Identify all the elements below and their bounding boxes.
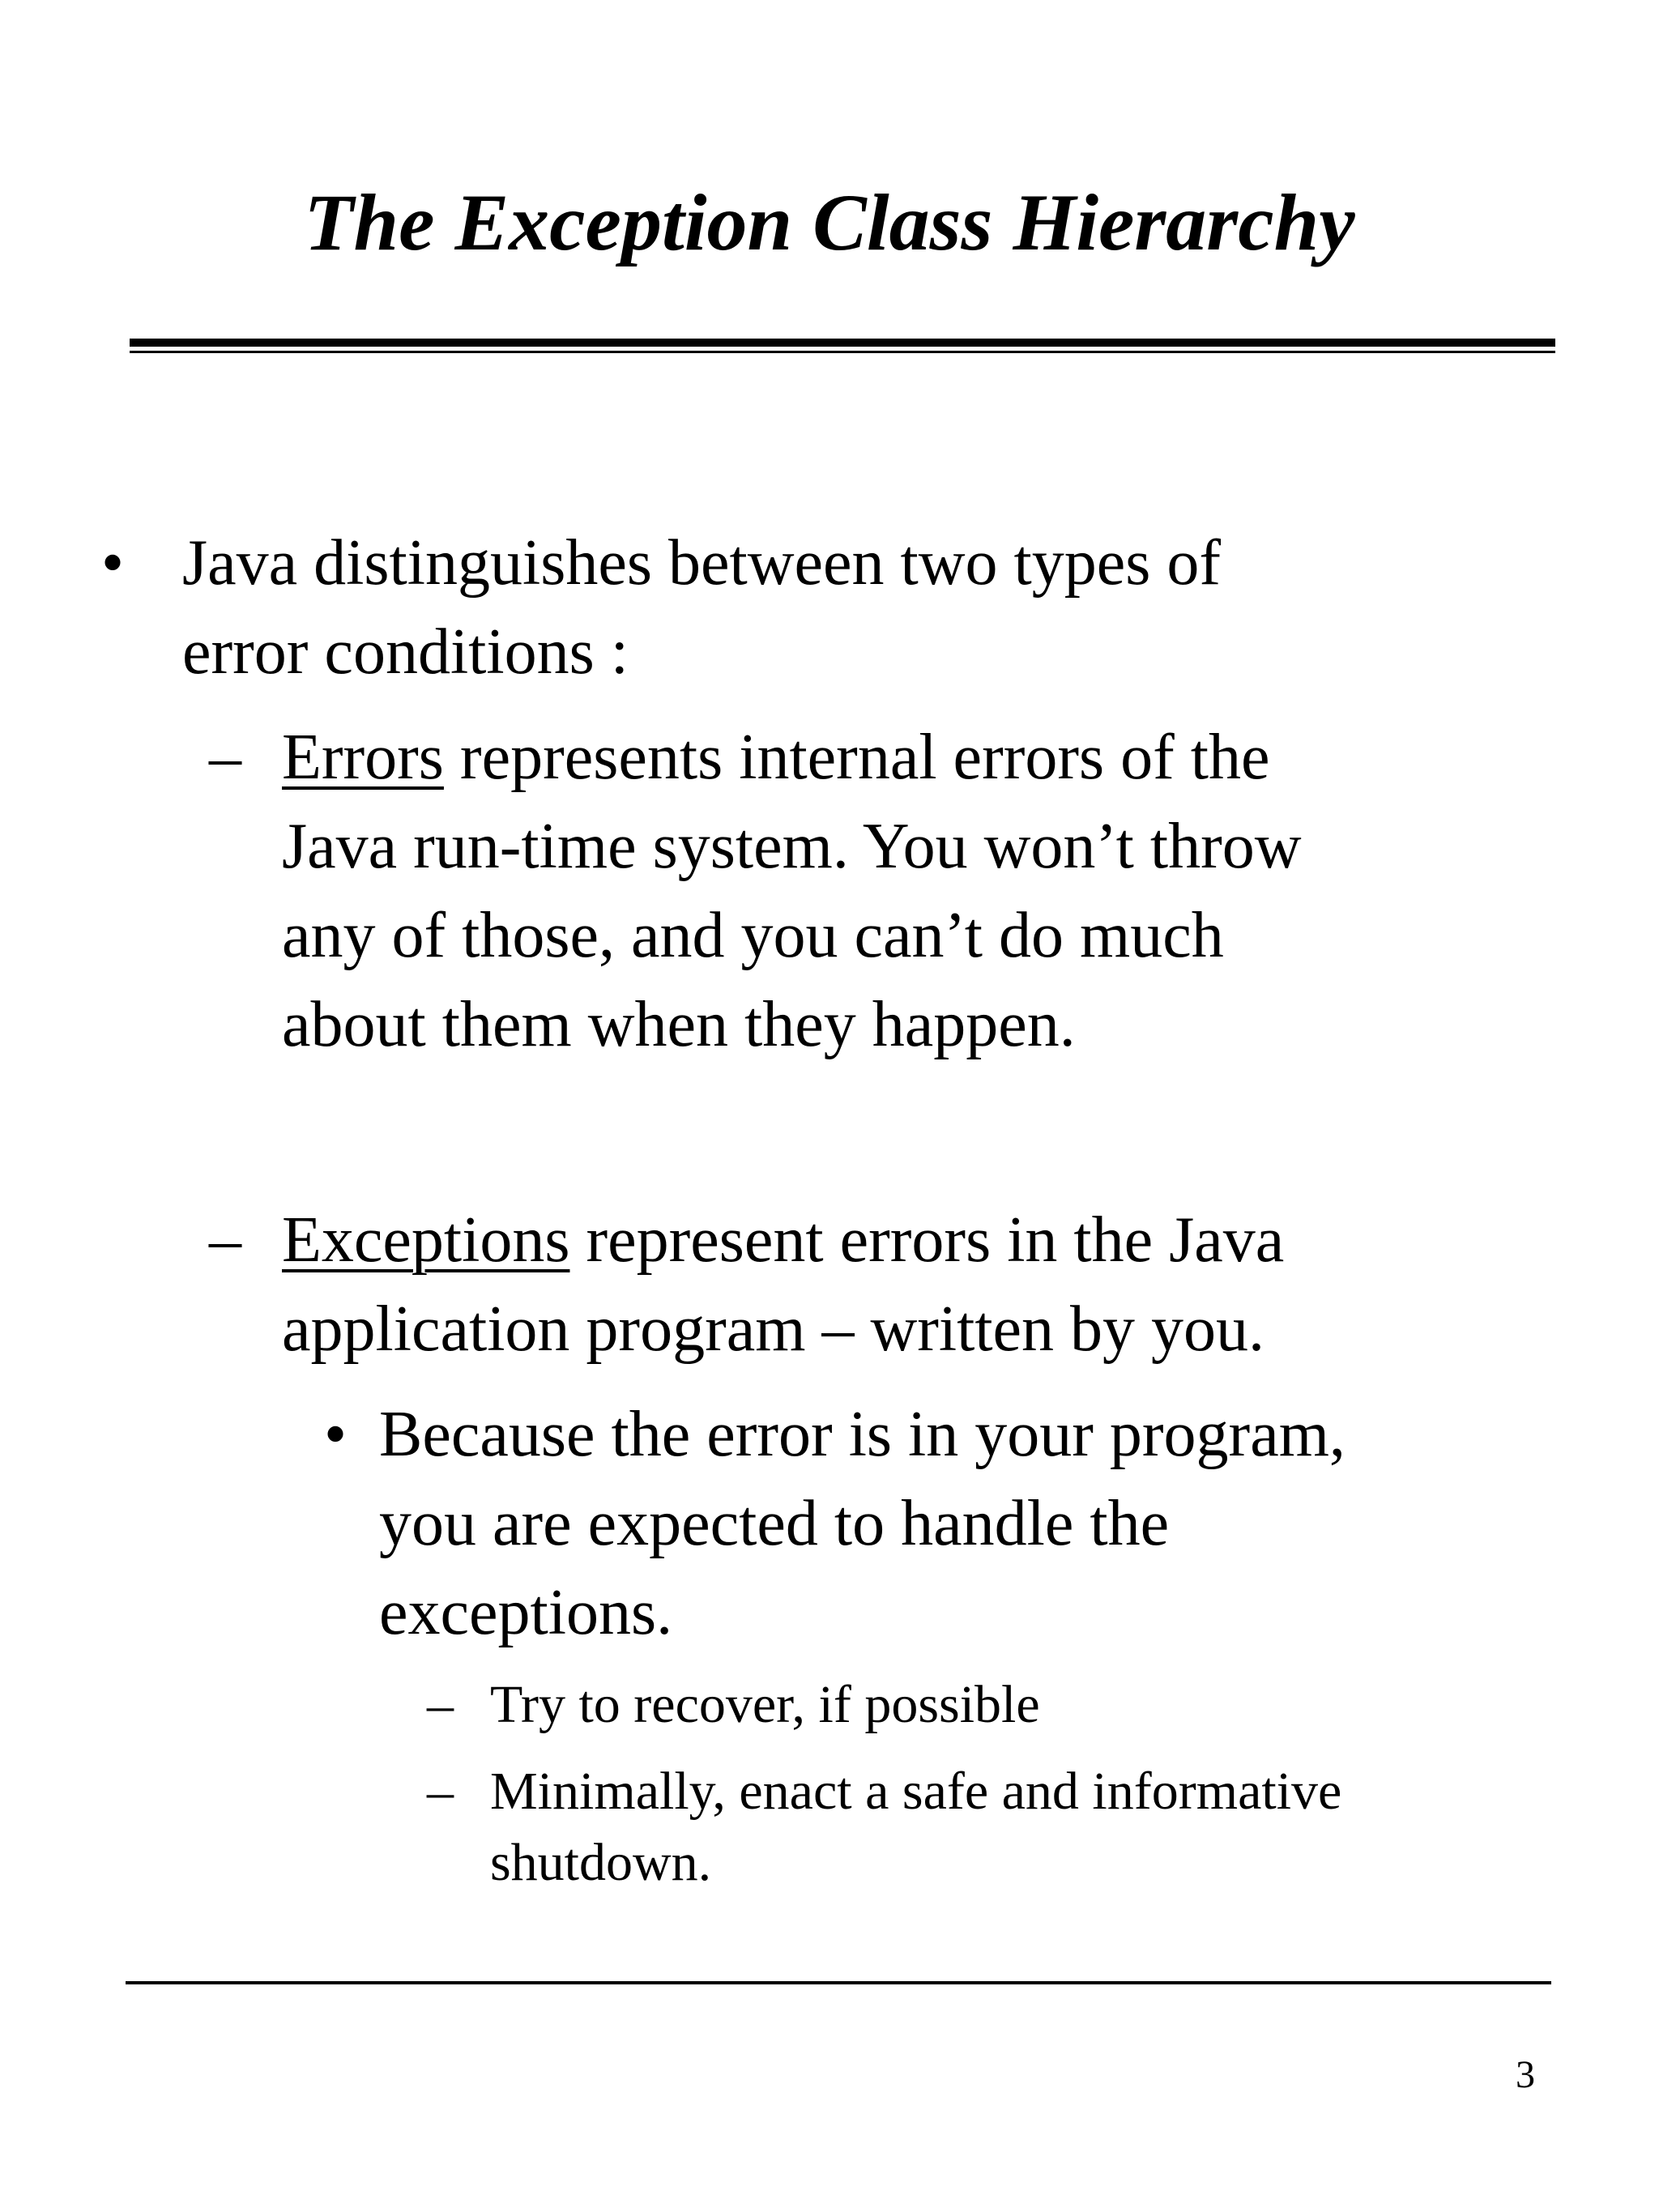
subitem-errors [209,713,1302,1069]
subitem-shutdown [427,1756,1342,1899]
subitem-exceptions [209,1196,1285,1374]
dash-marker: – [209,1204,241,1276]
exceptions-term: Exceptions [282,1204,570,1276]
dash-marker: – [427,1762,454,1821]
slide-title: The Exception Class Hierarchy [304,177,1355,267]
errors-term: Errors [282,722,444,793]
dash-marker: – [427,1675,454,1734]
dash-marker: – [209,722,241,793]
title-rule-thin [130,351,1555,353]
shutdown-line-2: shutdown. [490,1833,712,1892]
bullet-java-error-types [101,518,1221,697]
recover-line-1: Try to recover, if possible [490,1675,1040,1734]
subitem-recover [427,1669,1040,1741]
errors-line-1-rest: represents internal errors of the [443,722,1270,793]
title-rule-thick [130,339,1555,347]
exceptions-line-1-rest: represent errors in the Java [569,1204,1285,1276]
exceptions-line-2: application program – written by you. [282,1294,1265,1365]
handling-line-2: you are expected to handle the [379,1488,1170,1559]
bullet-line-1: Java distinguishes between two types of [182,527,1221,599]
page-number: 3 [1516,2053,1535,2096]
handling-line-3: exceptions. [379,1577,673,1648]
shutdown-line-1: Minimally, enact a safe and informative [490,1762,1342,1821]
bullet-handle-exceptions [324,1390,1346,1657]
handling-line-1: Because the error is in your program, [379,1399,1346,1470]
bullet-line-2: error conditions : [182,616,629,688]
errors-line-4: about them when they happen. [282,989,1076,1060]
bullet-marker: • [324,1399,348,1470]
bullet-marker: • [101,527,125,599]
errors-line-3: any of those, and you can’t do much [282,900,1224,971]
footer-rule [126,1981,1551,1984]
exceptions-line-1 [282,1196,1284,1285]
errors-line-2: Java run-time system. You won’t throw [282,811,1302,882]
errors-line-1 [282,713,1301,802]
